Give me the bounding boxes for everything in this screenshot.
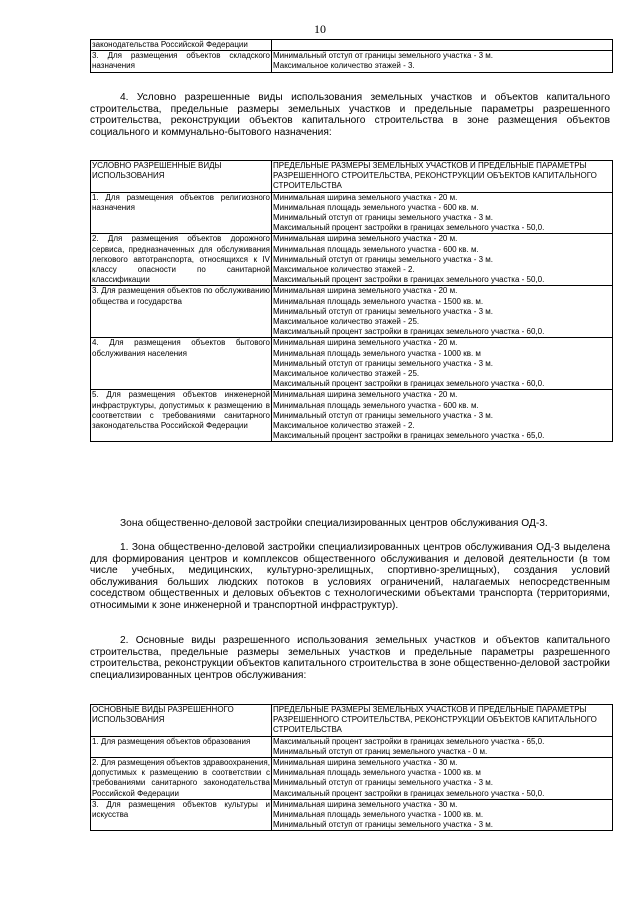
param-line: Минимальная площадь земельного участка - 1000 кв. м	[273, 348, 481, 358]
param-line: Минимальная ширина земельного участка - 20 м.	[273, 390, 458, 400]
paragraph-4: 4. Условно разрешенные виды использования земельных участков и объектов капитального строительства, предельные размеры земельных участков и предельные параметры разрешенного строительства, реконструкции объектов капитального строительства в зоне размещения объектов социального и коммунально-бытового назначения:	[90, 92, 610, 138]
table-main-uses	[90, 704, 613, 831]
table-row	[91, 338, 613, 390]
use-text: 2. Для размещения объектов дорожного сервиса, предназначенных для обслуживания легкового автотранспорта, относящихся к IV классу опасности по санитарной классификации	[92, 234, 270, 285]
params-cell	[272, 736, 613, 757]
use-cell	[91, 758, 272, 800]
zone-title: Зона общественно-деловой застройки специализированных центров обслуживания ОД-3.	[120, 518, 548, 529]
use-cell	[91, 736, 272, 757]
use-cell	[91, 390, 272, 442]
table-row	[91, 51, 613, 72]
header-use-cell: ОСНОВНЫЕ ВИДЫ РАЗРЕШЕННОГО ИСПОЛЬЗОВАНИЯ	[91, 705, 272, 737]
param-line: Минимальная ширина земельного участка - 30 м.	[273, 758, 458, 768]
paragraph-zone-2: 2. Основные виды разрешенного использования земельных участков и объектов капитального строительства, предельные размеры земельных участков и предельные параметры разрешенного строительства, реконструкции объектов капитального строительства в зоне общественно-деловой застройки специализированных центров обслуживания:	[90, 635, 610, 681]
table-top	[90, 39, 613, 73]
table-row	[91, 286, 613, 338]
param-line: Минимальная площадь земельного участка - 1500 кв. м.	[273, 296, 484, 306]
param-line: Минимальная площадь земельного участка - 1000 кв. м	[273, 768, 481, 778]
param-line: Минимальная площадь земельного участка - 600 кв. м.	[273, 400, 479, 410]
use-text: 1. Для размещения объектов религиозного назначения	[92, 192, 270, 212]
param-line: Минимальный отступ от границы земельного участка - 3 м.	[273, 51, 493, 61]
params-cell	[272, 758, 613, 800]
param-line: Минимальный отступ от границы земельного участка - 3 м.	[273, 410, 493, 420]
param-line: Максимальное количество этажей - 2.	[273, 265, 415, 275]
params-cell	[272, 192, 613, 234]
header-use-cell: УСЛОВНО РАЗРЕШЕННЫЕ ВИДЫ ИСПОЛЬЗОВАНИЯ	[91, 161, 272, 193]
use-text: 3. Для размещения объектов складского назначения	[92, 51, 270, 71]
param-line: Максимальное количество этажей - 25.	[273, 317, 420, 327]
params-cell	[272, 799, 613, 831]
use-text: законодательства Российской Федерации	[92, 40, 248, 49]
table-row	[91, 234, 613, 286]
use-text: 3. Для размещения объектов культуры и искусства	[92, 799, 270, 820]
params-cell	[272, 40, 613, 51]
param-line: Минимальная площадь земельного участка - 600 кв. м.	[273, 244, 479, 254]
table-header-row	[91, 705, 613, 737]
use-cell	[91, 234, 272, 286]
table-row	[91, 390, 613, 442]
param-line: Минимальная ширина земельного участка - 20 м.	[273, 234, 458, 244]
use-text: 4. Для размещения объектов бытового обслуживания населения	[92, 338, 270, 358]
table-row	[91, 799, 613, 831]
param-line: Максимальный процент застройки в границах земельного участка - 65,0.	[273, 736, 545, 746]
use-cell	[91, 192, 272, 234]
param-line: Максимальное количество этажей - 25.	[273, 369, 420, 379]
param-line: Минимальная площадь земельного участка - 1000 кв. м.	[273, 810, 484, 820]
param-line: Минимальный отступ от границы земельного участка - 3 м.	[273, 254, 493, 264]
param-line: Минимальный отступ от границы земельного участка - 3 м.	[273, 213, 493, 223]
table-row	[91, 40, 613, 51]
table-conditional-uses	[90, 160, 613, 442]
param-line: Минимальная ширина земельного участка - 30 м.	[273, 799, 458, 809]
param-line: Минимальный отступ от границы земельного участка - 3 м.	[273, 820, 493, 830]
use-cell	[91, 40, 272, 51]
params-cell	[272, 234, 613, 286]
params-cell	[272, 338, 613, 390]
use-cell	[91, 286, 272, 338]
param-line: Максимальный процент застройки в границах земельного участка - 50,0.	[273, 788, 545, 798]
table-row	[91, 736, 613, 757]
param-line: Максимальный процент застройки в границах земельного участка - 60,0.	[273, 327, 545, 337]
params-cell	[272, 390, 613, 442]
use-text: 5. Для размещения объектов инженерной инфраструктуры, допустимых к размещению в соответствии с требованиями санитарного законодательства Российской Федерации	[92, 390, 270, 431]
param-line: Максимальное количество этажей - 2.	[273, 421, 415, 431]
use-cell	[91, 51, 272, 72]
param-line: Минимальный отступ от границы земельного участка - 3 м.	[273, 358, 493, 368]
param-line: Минимальная площадь земельного участка - 600 кв. м.	[273, 202, 479, 212]
header-params-cell: ПРЕДЕЛЬНЫЕ РАЗМЕРЫ ЗЕМЕЛЬНЫХ УЧАСТКОВ И ПРЕДЕЛЬНЫЕ ПАРАМЕТРЫ РАЗРЕШЕННОГО СТРОИТЕЛЬСТВА, РЕКОНСТРУКЦИИ ОБЪЕКТОВ КАПИТАЛЬНОГО СТРОИТЕЛЬСТВА	[272, 705, 613, 737]
table-header-row	[91, 161, 613, 193]
param-line: Минимальный отступ от границы земельного участка - 3 м.	[273, 306, 493, 316]
param-line: Минимальная ширина земельного участка - 20 м.	[273, 286, 458, 296]
params-cell	[272, 51, 613, 72]
param-line: Максимальный процент застройки в границах земельного участка - 50,0.	[273, 275, 545, 285]
paragraph-zone-1: 1. Зона общественно-деловой застройки специализированных центров обслуживания ОД-3 выделена для формирования центров и комплексов общественного обслуживания и деловой деятельности (в том числе учебных, медицинских, культурно-зрелищных, спортивно-зрелищных), создания условий обслуживания больших людских потоков в условиях ограничений, налагаемых непосредственным соседством общественных и деловых объектов с технологическими объектами транспорта (территориями, относимыми к зоне инженерной и транспортной инфраструктур).	[90, 542, 610, 611]
use-text: 3. Для размещения объектов по обслуживанию общества и государства	[92, 286, 270, 306]
use-text: 2. Для размещения объектов здравоохранения, допустимых к размещению в соответствии с требованиями санитарного законодательства Российской Федерации	[92, 758, 270, 798]
param-line: Максимальный процент застройки в границах земельного участка - 65,0.	[273, 431, 545, 441]
param-line: Максимальный процент застройки в границах земельного участка - 50,0.	[273, 223, 545, 233]
param-line: Минимальная ширина земельного участка - 20 м.	[273, 192, 458, 202]
header-params-cell: ПРЕДЕЛЬНЫЕ РАЗМЕРЫ ЗЕМЕЛЬНЫХ УЧАСТКОВ И ПРЕДЕЛЬНЫЕ ПАРАМЕТРЫ РАЗРЕШЕННОГО СТРОИТЕЛЬСТВА, РЕКОНСТРУКЦИИ ОБЪЕКТОВ КАПИТАЛЬНОГО СТРОИТЕЛЬСТВА	[272, 161, 613, 193]
param-line: Минимальный отступ от границы земельного участка - 3 м.	[273, 778, 493, 788]
param-line: Максимальный процент застройки в границах земельного участка - 60,0.	[273, 379, 545, 389]
params-cell	[272, 286, 613, 338]
use-cell	[91, 799, 272, 831]
use-text: 1. Для размещения объектов образования	[92, 736, 251, 746]
param-line: Минимальная ширина земельного участка - 20 м.	[273, 338, 458, 348]
page-number: 10	[314, 22, 326, 36]
param-line: Максимальное количество этажей - 3.	[273, 61, 415, 71]
table-row	[91, 192, 613, 234]
use-cell	[91, 338, 272, 390]
table-row	[91, 758, 613, 800]
param-line: Минимальный отступ от границ земельного участка - 0 м.	[273, 746, 488, 756]
